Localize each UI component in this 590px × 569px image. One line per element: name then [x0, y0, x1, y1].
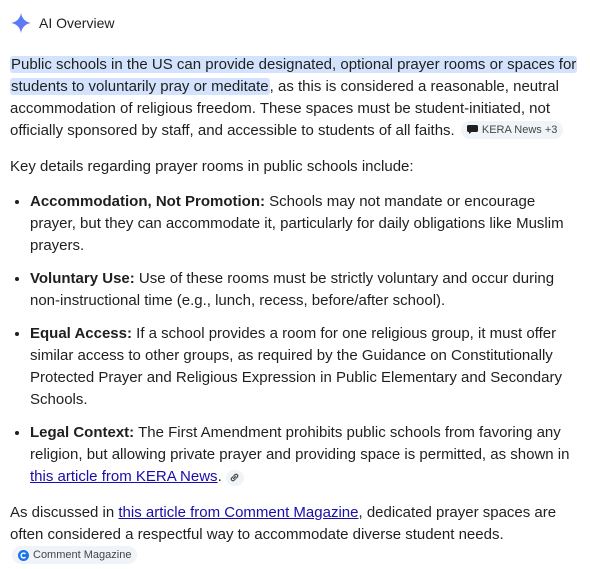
ai-overview-header — [10, 10, 578, 36]
list-item — [30, 421, 578, 488]
kera-article-link[interactable]: this article from KERA News — [30, 468, 218, 485]
outro-text-after: , dedicated prayer spaces are often considered a respectful way to accommodate diverse student needs. — [10, 504, 557, 543]
list-item-text: If a school provides a room for one religious group, it must offer similar access to other groups, as required by the Guidance on Constitutionally Protected Prayer and Religious Expression in Public Elementary and Secondary Schools. — [30, 325, 562, 408]
link-icon — [229, 472, 240, 483]
intro-text: , as this is considered a reasonable, neutral accommodation of religious freedom. These spaces must be student-initiated, not officially sponsored by staff, and accessible to students of all faiths. — [10, 78, 559, 139]
ai-overview-title: AI Overview — [39, 15, 115, 31]
list-item — [30, 190, 578, 257]
details-list — [10, 190, 578, 488]
list-item-text: Use of these rooms must be strictly voluntary and occur during non-instructional time (e.g., lunch, recess, before/after school). — [30, 270, 555, 309]
list-item-label: Legal Context: — [30, 424, 135, 441]
list-item — [30, 267, 578, 312]
link-chip[interactable] — [226, 470, 244, 486]
outro-paragraph — [10, 502, 578, 569]
list-item-label: Voluntary Use: — [30, 270, 135, 287]
list-item-text: Schools may not mandate or encourage prayer, but they can accommodate it, particularly for daily obligations like Muslim prayers. — [30, 193, 564, 254]
list-item-label: Equal Access: — [30, 325, 132, 342]
intro-paragraph — [10, 54, 578, 142]
list-item-after: . — [217, 468, 222, 485]
list-item-text: The First Amendment prohibits public schools from favoring any religion, but allowing private prayer and providing space is permitted, as shown in — [30, 424, 570, 463]
outro-text-before: As discussed in — [10, 504, 119, 521]
source-chip-label: KERA News +3 — [481, 123, 558, 136]
comment-magazine-link[interactable]: this article from Comment Magazine — [118, 504, 359, 521]
list-item — [30, 322, 578, 411]
message-icon — [467, 125, 478, 134]
source-chip-label: Comment Magazine — [33, 549, 132, 561]
source-chip-kera[interactable] — [461, 121, 564, 139]
source-chip-comment-magazine[interactable] — [12, 546, 137, 564]
source-logo-icon — [18, 550, 29, 561]
highlighted-answer: Public schools in the US can provide designated, optional prayer rooms or spaces for students to voluntarily pray or meditate — [11, 56, 577, 95]
sparkle-icon — [10, 12, 32, 34]
list-item-label: Accommodation, Not Promotion: — [30, 193, 265, 210]
key-details-heading: Key details regarding prayer rooms in public schools include: — [10, 158, 414, 175]
